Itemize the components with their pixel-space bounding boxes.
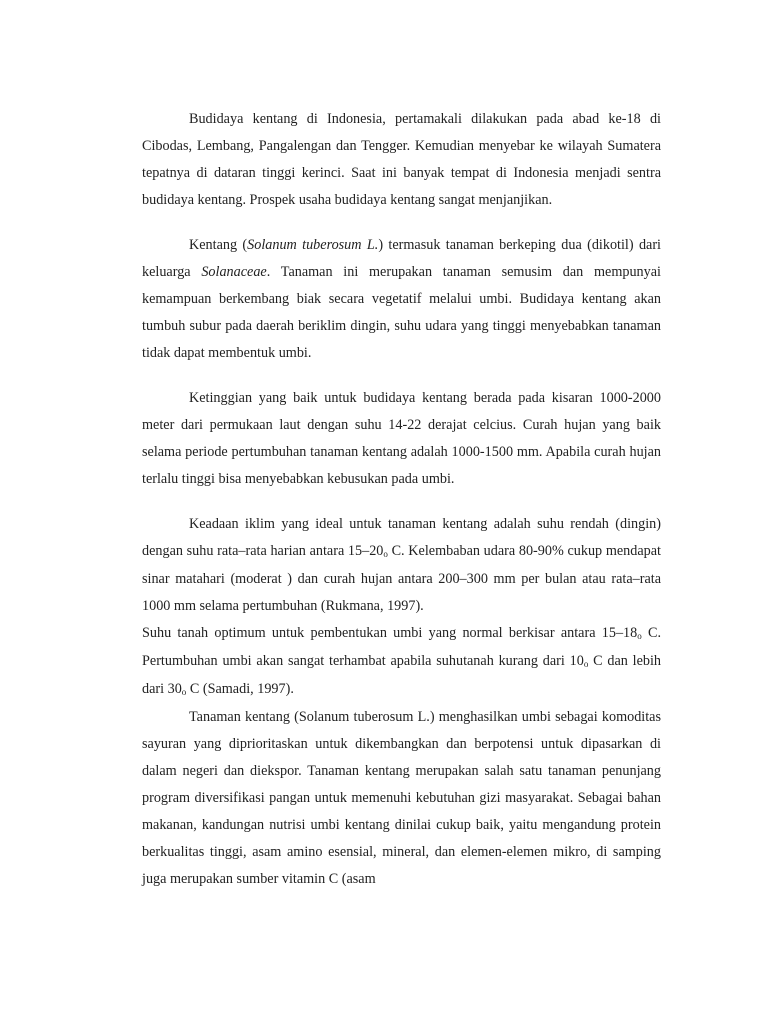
- text-run: Kentang (: [189, 237, 248, 253]
- paragraph-tanaman-kentang: Tanaman kentang (Solanum tuberosum L.) menghasilkan umbi sebagai komoditas sayuran yang diprioritaskan untuk dikembangkan dan berpotensi untuk dipasarkan di dalam negeri dan diekspor. Tanaman kentang merupakan salah satu tanaman penunjang program diversifikasi pangan untuk memenuhi kebutuhan gizi masyarakat. Sebagai bahan makanan, kandungan nutrisi umbi kentang dinilai cukup baik, yaitu mengandung protein berkualitas tinggi, asam amino esensial, mineral, dan elemen-elemen mikro, di samping juga merupakan sumber vitamin C (asam: [142, 709, 661, 887]
- document-body: [142, 106, 661, 893]
- degree-symbol: o: [383, 549, 388, 559]
- paragraph-kentang-classification: [142, 232, 661, 367]
- paragraph-budidaya-history: Budidaya kentang di Indonesia, pertamakali dilakukan pada abad ke-18 di Cibodas, Lembang, Pangalengan dan Tengger. Kemudian menyebar ke wilayah Sumatera tepatnya di dataran tinggi kerinci. Saat ini banyak tempat di Indonesia menjadi sentra budidaya kentang. Prospek usaha budidaya kentang sangat menjanjikan.: [142, 111, 661, 208]
- text-run: C. Kelembaban udara 80-90% cukup mendapat sinar matahari (moderat ) dan curah hujan antara 200–300 mm per bulan atau rata–rata 1000 mm selama pertumbuhan (Rukmana, 1997).: [142, 543, 661, 614]
- text-run: Suhu tanah optimum untuk pembentukan umbi yang normal berkisar antara 15–18: [142, 625, 638, 641]
- paragraph-keadaan-iklim: [142, 511, 661, 620]
- degree-symbol: o: [637, 631, 642, 641]
- degree-symbol: o: [583, 659, 589, 669]
- text-run: C (Samadi, 1997).: [186, 681, 294, 697]
- text-run: . Tanaman ini merupakan tanaman semusim dan mempunyai kemampuan berkembang biak secara vegetatif melalui umbi. Budidaya kentang akan tumbuh subur pada daerah beriklim dingin, suhu udara yang tinggi menyebabkan tanaman tidak dapat membentuk umbi.: [142, 264, 661, 361]
- paragraph-suhu-tanah: [142, 620, 661, 704]
- paragraph-spacer: [142, 214, 661, 232]
- paragraph-spacer: [142, 367, 661, 385]
- italic-species-name: Solanum tuberosum L.: [247, 237, 379, 253]
- paragraph-spacer: [142, 493, 661, 511]
- text-run: C. Pertumbuhan umbi akan sangat terhambat apabila suhutanah kurang dari 10: [142, 625, 662, 669]
- text-run: Keadaan iklim yang ideal untuk tanaman kentang adalah suhu rendah (dingin) dengan suhu rata–rata harian antara 15–20: [142, 516, 661, 559]
- text-run: ) termasuk tanaman berkeping dua (dikotil) dari keluarga: [142, 237, 661, 280]
- italic-family-name: Solanaceae: [201, 264, 267, 280]
- paragraph-ketinggian: Ketinggian yang baik untuk budidaya kentang berada pada kisaran 1000-2000 meter dari permukaan laut dengan suhu 14-22 derajat celcius. Curah hujan yang baik selama periode pertumbuhan tanaman kentang adalah 1000-1500 mm. Apabila curah hujan terlalu tinggi bisa menyebabkan kebusukan pada umbi.: [142, 390, 661, 487]
- text-run: C dan lebih dari 30: [142, 653, 661, 697]
- degree-symbol: o: [181, 687, 187, 697]
